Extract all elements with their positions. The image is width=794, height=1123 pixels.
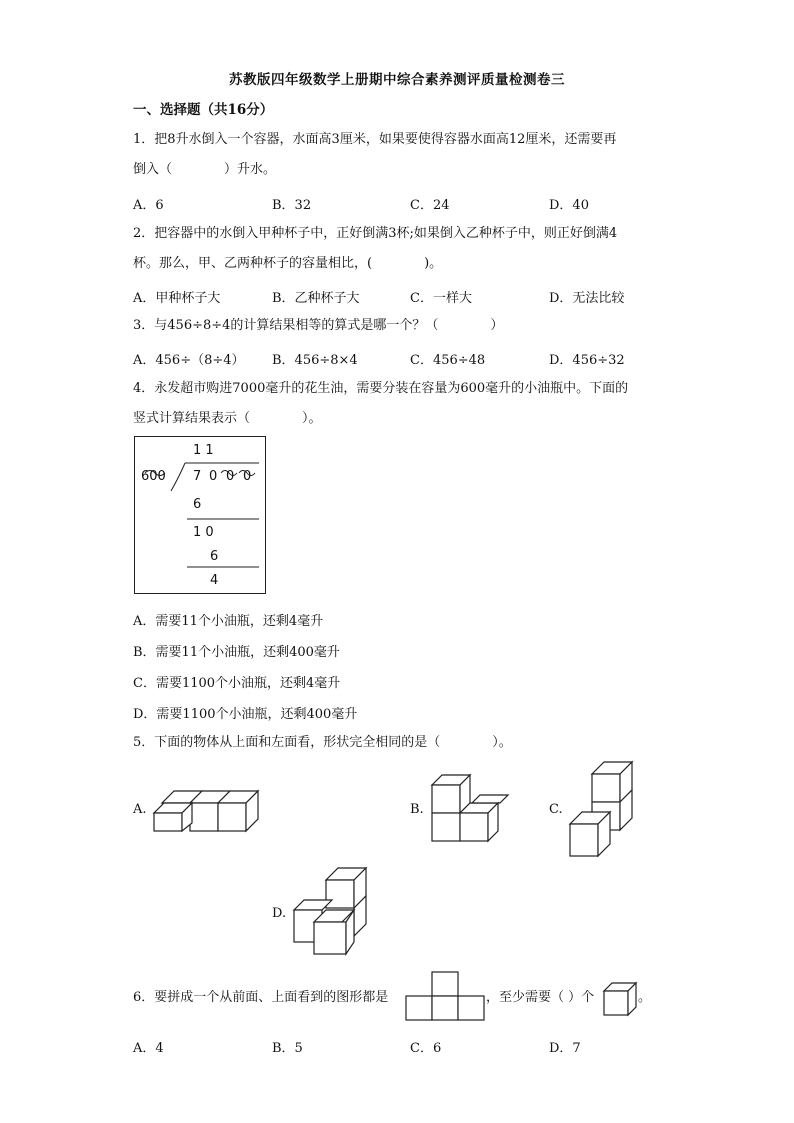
cube-figure-d[interactable] [290, 866, 380, 956]
q3-option-b[interactable]: B．456÷8×4 [272, 353, 358, 368]
subtract-row-2: 1 0 [193, 525, 214, 540]
q6-option-b[interactable]: B．5 [272, 1041, 303, 1056]
q5-label-b[interactable]: B. [410, 802, 424, 817]
cube-figure-b[interactable] [428, 773, 518, 843]
dividend-digit-2: 0 [209, 469, 218, 484]
q2-stem-line1: 2．把容器中的水倒入甲种杯子中，正好倒满3杯;如果倒入乙种杯子中，则正好倒满4 [133, 226, 618, 241]
dividend-digit-1: 7 [193, 469, 202, 484]
q1-option-b[interactable]: B．32 [272, 198, 312, 213]
q1-stem-line2: 倒入（ ）升水。 [133, 162, 277, 177]
q2-option-b[interactable]: B．乙种杯子大 [272, 291, 360, 306]
q4-option-b[interactable]: B．需要11个小油瓶，还剩400毫升 [133, 645, 340, 660]
q6-option-d[interactable]: D．7 [549, 1041, 581, 1056]
q5-label-d[interactable]: D. [272, 906, 287, 921]
q6-option-c[interactable]: C．6 [410, 1041, 442, 1056]
q3-option-a[interactable]: A．456÷（8÷4） [133, 353, 245, 368]
divisor: 600 [141, 469, 166, 484]
dividend-digit-3: 0 [226, 469, 235, 484]
q3-stem: 3．与456÷8÷4的计算结果相等的算式是哪一个？（ ） [133, 318, 504, 333]
cube-figure-a[interactable] [152, 783, 262, 835]
q2-stem-line2: 杯。那么，甲、乙两种杯子的容量相比，( )。 [133, 256, 443, 271]
q1-stem-line1: 1．把8升水倒入一个容器，水面高3厘米，如果要使得容器水面高12厘米，还需要再 [133, 132, 617, 147]
long-division-box [134, 436, 266, 594]
q3-option-d[interactable]: D．456÷32 [549, 353, 625, 368]
q5-stem: 5．下面的物体从上面和左面看，形状完全相同的是（ ）。 [133, 735, 512, 750]
q1-option-d[interactable]: D．40 [549, 198, 589, 213]
long-division-lines [135, 437, 267, 595]
q5-label-c[interactable]: C. [549, 802, 563, 817]
q2-option-c[interactable]: C．一样大 [410, 291, 472, 306]
q4-option-d[interactable]: D．需要1100个小油瓶，还剩400毫升 [133, 707, 358, 722]
q6-stem-part3: 。 [638, 990, 652, 1005]
quotient: 1 1 [193, 443, 214, 458]
q4-stem-line1: 4．永发超市购进7000毫升的花生油，需要分装在容量为600毫升的小油瓶中。下面的 [133, 381, 629, 396]
document-title: 苏教版四年级数学上册期中综合素养测评质量检测卷三 [229, 72, 565, 88]
section-heading: 一、选择题（共16分） [133, 102, 274, 118]
q4-stem-line2: 竖式计算结果表示（ ）。 [133, 411, 322, 426]
q1-option-a[interactable]: A．6 [133, 198, 164, 213]
subtract-row-3: 6 [210, 549, 219, 564]
q2-option-a[interactable]: A．甲种杯子大 [133, 291, 221, 306]
q6-stem-part1: 6．要拼成一个从前面、上面看到的图形都是 [133, 990, 389, 1005]
q6-option-a[interactable]: A．4 [133, 1041, 164, 1056]
cube-icon [602, 981, 638, 1017]
subtract-row-1: 6 [193, 497, 202, 512]
q4-option-c[interactable]: C．需要1100个小油瓶，还剩4毫升 [133, 676, 341, 691]
cube-figure-c[interactable] [568, 760, 638, 860]
q2-option-d[interactable]: D．无法比较 [549, 291, 625, 306]
remainder: 4 [210, 573, 219, 588]
q1-option-c[interactable]: C．24 [410, 198, 450, 213]
q6-stem-part2: ，至少需要（ ）个 [486, 990, 595, 1005]
front-top-view-shape [406, 970, 486, 1022]
q5-label-a[interactable]: A. [133, 802, 147, 817]
q3-option-c[interactable]: C．456÷48 [410, 353, 486, 368]
dividend-digit-4: 0 [243, 469, 252, 484]
q4-option-a[interactable]: A．需要11个小油瓶，还剩4毫升 [133, 614, 324, 629]
